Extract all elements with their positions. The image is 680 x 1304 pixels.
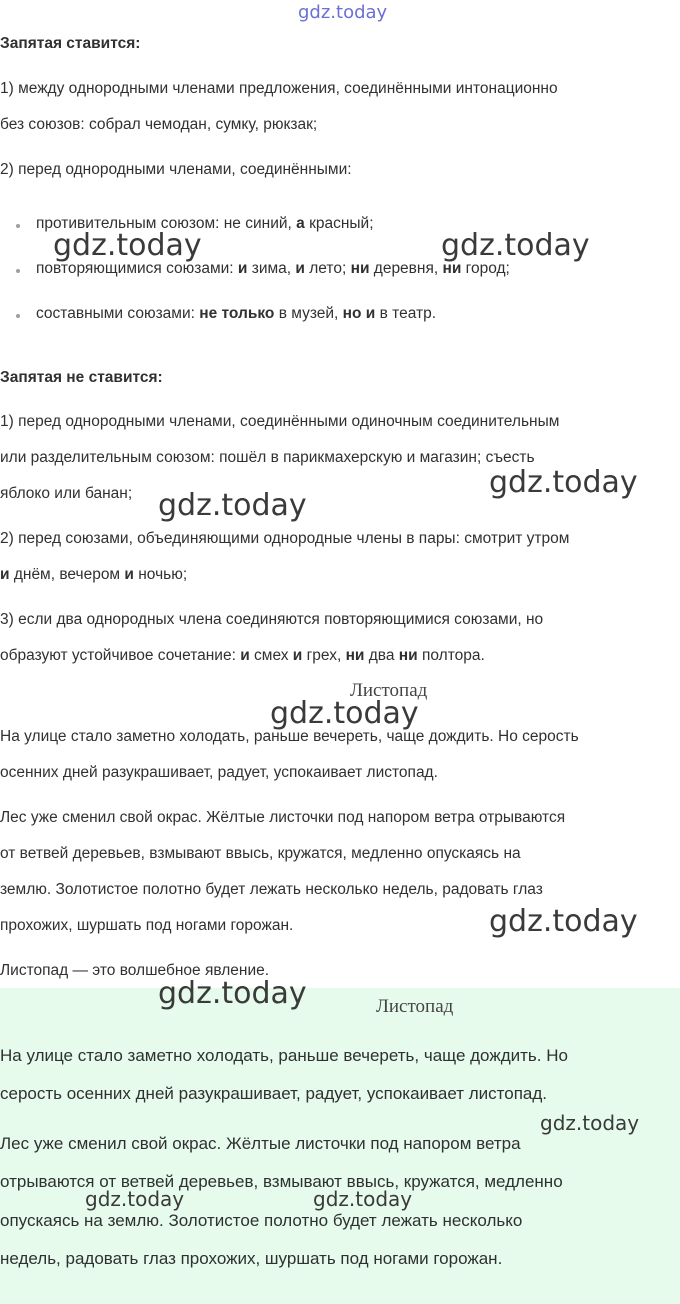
rule-yes-1-line1: 1) между однородными членами предложения, соединёнными интонационно: [0, 80, 558, 97]
text2-title: Листопад: [376, 996, 454, 1017]
rule-no-2-line1: 2) перед союзами, объединяющими однородные члены в пары: смотрит утром: [0, 530, 570, 547]
text2-p2-line2: отрываются от ветвей деревьев, взмывают ввысь, кружатся, медленно: [0, 1172, 563, 1191]
watermark: gdz.today: [85, 1187, 185, 1211]
rule-no-1-line1: 1) перед однородными членами, соединёнными одиночным соединительным: [0, 413, 560, 430]
text1-p3: Листопад — это волшебное явление.: [0, 962, 270, 979]
bullet-dot: [16, 314, 20, 318]
rule-yes-2: 2) перед однородными членами, соединёнными:: [0, 161, 352, 178]
watermark: gdz.today: [313, 1187, 413, 1211]
bullet-dot: [16, 224, 20, 228]
bullet-item-3: составными союзами: не только в музей, но и в театр.: [36, 305, 437, 322]
watermark: gdz.today: [489, 465, 638, 500]
bullet-dot: [16, 269, 20, 273]
text2-p2-line4: недель, радовать глаз прохожих, шуршать под ногами горожан.: [0, 1249, 503, 1268]
text1-p1-line1: На улице стало заметно холодать, раньше вечереть, чаще дождить. Но серость: [0, 728, 579, 745]
watermark: gdz.today: [270, 696, 419, 731]
text2-p1-line2: серость осенних дней разукрашивает, радует, успокаивает листопад.: [0, 1084, 548, 1103]
comma-yes-heading: Запятая ставится:: [0, 35, 141, 52]
watermark: gdz.today: [158, 488, 307, 523]
text2-p2-line3: опускаясь на землю. Золотистое полотно будет лежать несколько: [0, 1211, 523, 1230]
text1-title: Листопад: [350, 680, 428, 701]
rule-no-1-line2: или разделительным союзом: пошёл в парикмахерскую и магазин; съесть: [0, 449, 535, 466]
rule-no-3-line2: образуют устойчивое сочетание: и смех и грех, ни два ни полтора.: [0, 647, 485, 664]
rule-no-2-line2: и днём, вечером и ночью;: [0, 566, 188, 583]
watermark: gdz.today: [158, 976, 307, 1011]
watermark-top: gdz.today: [298, 2, 388, 23]
text1-p2-line1: Лес уже сменил свой окрас. Жёлтые листочки под напором ветра отрываются: [0, 809, 566, 826]
text2-p1-line1: На улице стало заметно холодать, раньше вечереть, чаще дождить. Но: [0, 1046, 568, 1065]
watermark: gdz.today: [489, 904, 638, 939]
bullet-item-2: повторяющимися союзами: и зима, и лето; ни деревня, ни город;: [36, 260, 510, 277]
rule-yes-1-line2: без союзов: собрал чемодан, сумку, рюкзак;: [0, 116, 318, 133]
watermark: gdz.today: [53, 228, 202, 263]
text1-p2-line2: от ветвей деревьев, взмывают ввысь, кружатся, медленно опускаясь на: [0, 845, 521, 862]
rule-no-3-line1: 3) если два однородных члена соединяются повторяющимися союзами, но: [0, 611, 544, 628]
comma-no-heading: Запятая не ставится:: [0, 369, 163, 386]
watermark: gdz.today: [441, 228, 590, 263]
text1-p2-line3: землю. Золотистое полотно будет лежать несколько недель, радовать глаз: [0, 881, 543, 898]
bullet-item-1: противительным союзом: не синий, а красный;: [36, 215, 374, 232]
text1-p1-line2: осенних дней разукрашивает, радует, успокаивает листопад.: [0, 764, 438, 781]
watermark: gdz.today: [540, 1111, 640, 1135]
rule-no-1-line3: яблоко или банан;: [0, 485, 133, 502]
text1-p2-line4: прохожих, шуршать под ногами горожан.: [0, 917, 294, 934]
text2-p2-line1: Лес уже сменил свой окрас. Жёлтые листочки под напором ветра: [0, 1134, 521, 1153]
